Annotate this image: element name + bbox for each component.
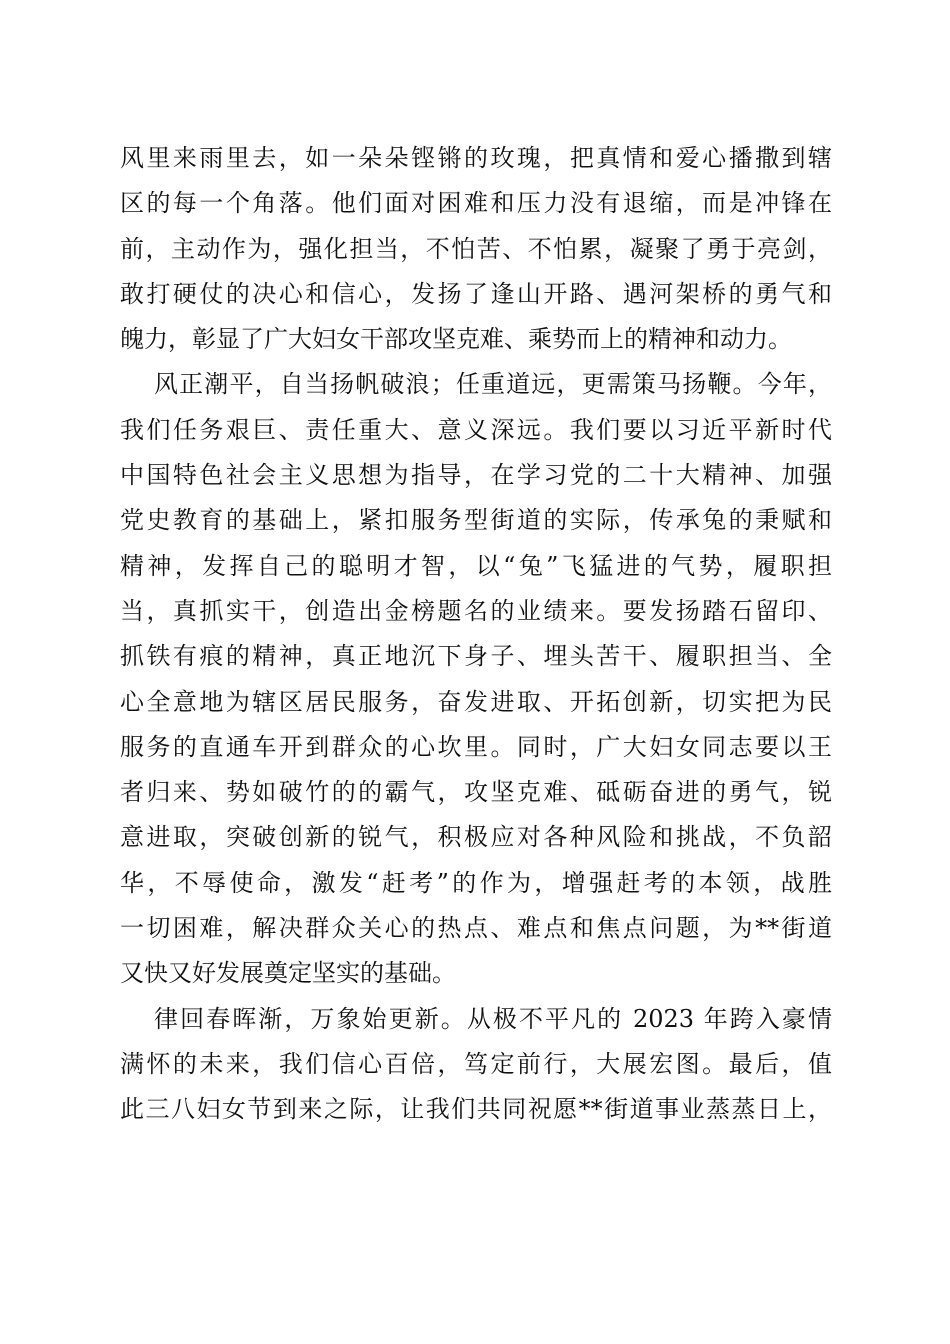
text-line: 中国特色社会主义思想为指导，在学习党的二十大精神、加强: [120, 461, 832, 490]
text-line: 抓铁有痕的精神，真正地沉下身子、埋头苦干、履职担当、全: [120, 642, 832, 671]
text-line: 一切困难，解决群众关心的热点、难点和焦点问题，为**街道: [120, 914, 832, 943]
text-line: 满怀的未来，我们信心百倍，笃定前行，大展宏图。最后，值: [120, 1049, 832, 1078]
text-line: 风里来雨里去，如一朵朵铿锵的玫瑰，把真情和爱心播撒到辖: [120, 144, 832, 172]
text-line: 前，主动作为，强化担当，不怕苦、不怕累，凝聚了勇于亮剑，: [120, 234, 832, 263]
paragraph-start-line: 风正潮平，自当扬帆破浪；任重道远，更需策马扬鞭。今年，: [154, 370, 832, 399]
text-line: 华，不辱使命，激发“赶考”的作为，增强赶考的本领，战胜: [120, 868, 832, 897]
text-line: 心全意地为辖区居民服务，奋发进取、开拓创新，切实把为民: [120, 687, 832, 716]
paragraph-start-line: 律回春晖渐，万象始更新。从极不平凡的 2023 年跨入豪情: [154, 1004, 832, 1033]
text-line: 服务的直通车开到群众的心坎里。同时，广大妇女同志要以王: [120, 732, 832, 761]
text-line: 当，真抓实干，创造出金榜题名的业绩来。要发扬踏石留印、: [120, 596, 832, 625]
text-line: 敢打硬仗的决心和信心，发扬了逢山开路、遇河架桥的勇气和: [120, 279, 832, 308]
text-line: 者归来、势如破竹的的霸气，攻坚克难、砥砺奋进的勇气，锐: [120, 778, 832, 807]
text-line: 精神，发挥自己的聪明才智，以“兔”飞猛进的气势，履职担: [120, 551, 832, 580]
text-line: 我们任务艰巨、责任重大、意义深远。我们要以习近平新时代: [120, 415, 832, 444]
text-line: 党史教育的基础上，紧扣服务型街道的实际，传承兔的秉赋和: [120, 506, 832, 535]
text-line: 意进取，突破创新的锐气，积极应对各种风险和挑战，不负韶: [120, 823, 832, 852]
text-line: 此三八妇女节到来之际，让我们共同祝愿**街道事业蒸蒸日上，: [120, 1095, 832, 1124]
document-body: [120, 136, 832, 1133]
paragraph-end-line: 魄力，彰显了广大妇女干部攻坚克难、乘势而上的精神和动力。: [120, 325, 792, 354]
text-line: 区的每一个角落。他们面对困难和压力没有退缩，而是冲锋在: [120, 189, 832, 218]
paragraph-end-line: 又快又好发展奠定坚实的基础。: [120, 959, 456, 988]
